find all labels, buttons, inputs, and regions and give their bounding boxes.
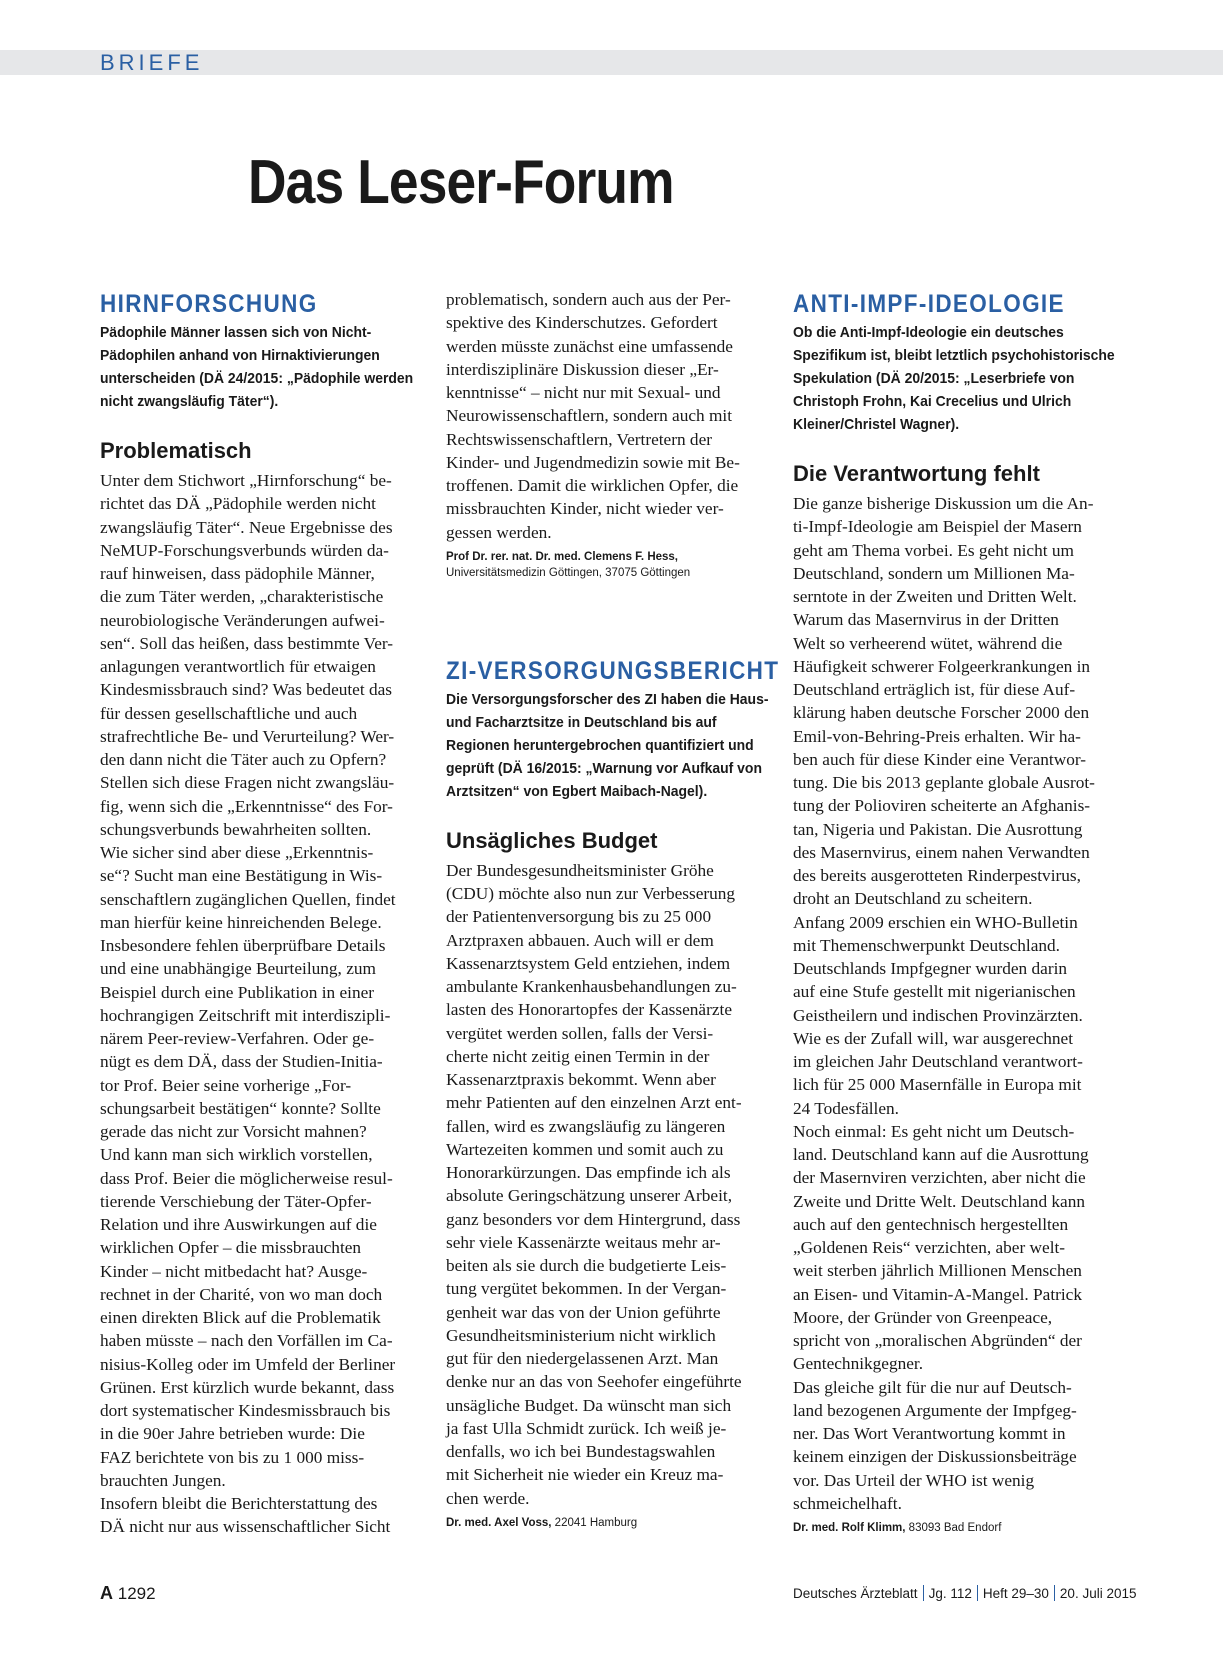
text-line: rauf hinweisen, dass pädophile Männer, — [100, 564, 375, 583]
text-line: unsägliche Budget. Da wünscht man sich — [446, 1395, 732, 1415]
text-line: fig, wenn sich die „Erkenntnisse“ des For- — [100, 796, 393, 816]
journal-name: Deutsches Ärzteblatt — [793, 1586, 918, 1601]
text-line: beiten als sie durch die budgetierte Leis- — [446, 1256, 727, 1275]
text-line: interdisziplinäre Diskussion dieser „Er- — [446, 359, 719, 379]
text-line: ner. Das Wort Verantwortung kommt in — [793, 1424, 1066, 1443]
page-number-value: 1292 — [117, 1584, 156, 1603]
text-line: dort systematischer Kindesmissbrauch bis — [100, 1401, 391, 1420]
text-line: Insbesondere fehlen überprüfbare Details — [100, 936, 386, 955]
text-line: dass Prof. Beier die möglicherweise resul- — [100, 1168, 393, 1188]
text-line: mit Themenschwerpunkt Deutschland. — [793, 935, 1060, 955]
letter-body-continued — [446, 288, 776, 544]
text-line: Wie sicher sind aber diese „Erkenntnis- — [100, 843, 374, 862]
text-line: land bezogenen Argumente der Impfgeg- — [793, 1400, 1077, 1420]
text-line: strafrechtliche Be- und Verurteilung? Wer- — [100, 726, 395, 746]
text-line: Moore, der Gründer von Greenpeace, — [793, 1307, 1053, 1327]
text-line: närem Peer-review-Verfahren. Oder ge- — [100, 1029, 375, 1048]
text-line: Deutschlands Impfgegner wurden darin — [793, 959, 1068, 978]
text-line: geht am Thema vorbei. Es geht nicht um — [793, 540, 1074, 560]
text-line: denke nur an das von Seehofer eingeführte — [446, 1372, 742, 1392]
letter-headline: Die Verantwortung fehlt — [793, 461, 1040, 486]
letter-body — [446, 859, 776, 1510]
journal-issue: Heft 29–30 — [982, 1586, 1049, 1601]
text-line: mit Sicherheit nie wieder ein Kreuz ma- — [446, 1465, 724, 1485]
text-line: gut für den niedergelassenen Arzt. Man — [446, 1349, 719, 1368]
text-line: problematisch, sondern auch aus der Per- — [446, 290, 731, 309]
text-line: brauchten Jungen. — [100, 1470, 226, 1490]
reference-note: Pädophile Männer lassen sich von Nicht-Pädophilen anhand von Hirnaktivierungen unterscheiden (DÄ 24/2015: „Pädophile werden nicht zwangsläufig Täter“). — [100, 324, 414, 410]
text-line: Der Bundesgesundheitsminister Gröhe — [446, 860, 714, 880]
text-line: und eine unabhängige Beurteilung, zum — [100, 959, 376, 979]
journal-volume: Jg. 112 — [928, 1586, 972, 1601]
text-line: keinem einzigen der Diskussionsbeiträge — [793, 1447, 1077, 1467]
text-line: „Goldenen Reis“ verzichten, aber welt- — [793, 1238, 1066, 1257]
text-line: Kinder – nicht mitbedacht hat? Ausge- — [100, 1261, 368, 1281]
text-line: wirklichen Opfer – die missbrauchten — [100, 1238, 362, 1258]
text-line: FAZ berichtete von bis zu 1 000 miss- — [100, 1447, 365, 1467]
text-line: Grünen. Erst kürzlich wurde bekannt, dass — [100, 1377, 395, 1397]
text-line: vergütet werden sollen, falls der Versi- — [446, 1023, 714, 1043]
section-label: BRIEFE — [100, 50, 204, 75]
journal-date: 20. Juli 2015 — [1059, 1586, 1137, 1601]
text-line: tor Prof. Beier seine vorherige „For- — [100, 1075, 352, 1095]
rubric-hirnforschung: HIRNFORSCHUNG — [100, 290, 318, 318]
text-line: des bereits ausgerotteten Rinderpestvirus, — [793, 866, 1081, 885]
text-line: Kindesmissbrauch sind? Was bedeutet das — [100, 680, 393, 700]
text-line: ben auch für diese Kinder eine Verantwor- — [793, 749, 1086, 769]
text-line: anlagungen verantwortlich für etwaigen — [100, 657, 376, 676]
letter-body — [100, 469, 430, 1539]
text-line: land. Deutschland kann auf die Ausrottung — [793, 1145, 1089, 1164]
text-line: Warum das Masernvirus in der Dritten — [793, 610, 1059, 630]
text-line: tung. Die bis 2013 geplante globale Ausrot- — [793, 773, 1095, 792]
text-line: spricht von „moralischen Abgründen“ der — [793, 1331, 1082, 1350]
text-line: Die ganze bisherige Diskussion um die An- — [793, 494, 1094, 513]
text-line: für dessen gesellschaftliche und auch — [100, 703, 358, 723]
text-line: ganz besonders vor dem Hintergrund, dass — [446, 1209, 741, 1229]
text-line: Deutschland erträglich ist, für diese Auf- — [793, 680, 1076, 699]
text-line: Das gleiche gilt für die nur auf Deutsch- — [793, 1377, 1072, 1397]
text-line: Beispiel durch eine Publikation in einer — [100, 982, 375, 1002]
letter-signature — [446, 549, 776, 581]
text-line: tan, Nigeria und Pakistan. Die Ausrottung — [793, 819, 1083, 839]
text-line: der Masernviren verzichten, aber nicht die — [793, 1168, 1086, 1188]
text-line: an Eisen- und Vitamin-A-Mangel. Patrick — [793, 1284, 1082, 1304]
letter-headline: Unsägliches Budget — [446, 827, 658, 853]
text-line: schungsarbeit bestätigen“ konnte? Sollte — [100, 1098, 381, 1118]
text-line: Emil-von-Behring-Preis erhalten. Wir ha- — [793, 726, 1081, 746]
text-line: rechnet in der Charité, von wo man doch — [100, 1284, 383, 1304]
column-3 — [793, 288, 1123, 1536]
text-line: neurobiologische Veränderungen aufwei- — [100, 610, 385, 630]
text-line: missbrauchten Kinder, nicht wieder ver- — [446, 499, 724, 519]
column-1 — [100, 288, 430, 1539]
text-line: auch auf den gentechnisch hergestellten — [793, 1214, 1069, 1234]
text-line: absolute Geringschätzung unserer Arbeit, — [446, 1186, 733, 1206]
text-line: sehr viele Kassenärzte weitaus mehr ar- — [446, 1232, 721, 1252]
text-line: richtet das DÄ „Pädophile werden nicht — [100, 494, 376, 514]
text-line: Rechtswissenschaftlern, Vertretern der — [446, 429, 713, 449]
text-line: gessen werden. — [446, 522, 552, 542]
text-line: tung vergütet bekommen. In der Vergan- — [446, 1279, 727, 1299]
page-prefix: A — [100, 1583, 113, 1603]
reference-note: Ob die Anti-Impf-Ideologie ein deutsches Spezifikum ist, bleibt letztlich psychohistorische Spekulation (DÄ 20/2015: „Leserbriefe von Christoph Frohn, Kai Crecelius und Ulrich Kleiner/Christel Wagner). — [793, 324, 1115, 433]
text-line: lasten des Honorartopfes der Kassenärzte — [446, 1000, 732, 1020]
footer-separator — [977, 1585, 978, 1601]
text-line: lich für 25 000 Masernfälle in Europa mit — [793, 1075, 1082, 1095]
text-line: Und kann man sich wirklich vorstellen, — [100, 1145, 373, 1165]
text-line: chen werde. — [446, 1488, 530, 1508]
text-line: weit sterben jährlich Millionen Menschen — [793, 1261, 1082, 1281]
text-line: schungsverbunds bewahrheiten sollten. — [100, 819, 372, 839]
signature-name: Dr. med. Rolf Klimm, — [793, 1522, 906, 1534]
signature-name: Prof Dr. rer. nat. Dr. med. Clemens F. Hess, — [446, 550, 679, 563]
text-line: Kassenarztsystem Geld entziehen, indem — [446, 953, 731, 973]
text-line: se“? Sucht man eine Bestätigung in Wis- — [100, 866, 383, 886]
text-line: man hierfür keine hinreichenden Belege. — [100, 912, 382, 932]
text-line: auf eine Stufe gestellt mit nigerianischen — [793, 982, 1076, 1002]
signature-place: 22041 Hamburg — [554, 1516, 638, 1529]
rubric-zi-versorgungsbericht: ZI-VERSORGUNGSBERICHT — [446, 656, 780, 685]
text-line: Wie es der Zufall will, war ausgerechnet — [793, 1028, 1074, 1048]
text-line: in die 90er Jahre betrieben wurde: Die — [100, 1424, 365, 1444]
text-line: Kinder- und Jugendmedizin sowie mit Be- — [446, 452, 740, 472]
text-line: DÄ nicht nur aus wissenschaftlicher Sicht — [100, 1517, 391, 1537]
text-line: gerade das nicht zur Vorsicht mahnen? — [100, 1122, 367, 1141]
text-line: 24 Todesfällen. — [793, 1098, 899, 1118]
page-number — [100, 1582, 156, 1605]
letter-headline: Problematisch — [100, 438, 252, 463]
text-line: Gentechnikgegner. — [793, 1354, 924, 1374]
text-line: tierende Verschiebung der Täter-Opfer- — [100, 1191, 372, 1211]
text-line: sen“. Soll das heißen, dass bestimmte Ver- — [100, 633, 394, 653]
page-title: Das Leser-Forum — [248, 148, 674, 217]
text-line: ambulante Krankenhausbehandlungen zu- — [446, 977, 737, 996]
text-line: Kassenarztpraxis bekommt. Wenn aber — [446, 1070, 716, 1089]
text-line: troffenen. Damit die wirklichen Opfer, die — [446, 476, 739, 495]
signature-place: Universitätsmedizin Göttingen, 37075 Göttingen — [446, 566, 691, 579]
text-line: Gesundheitsministerium nicht wirklich — [446, 1325, 716, 1345]
text-line: hochrangigen Zeitschrift mit interdiszipli- — [100, 1005, 391, 1025]
signature-name: Dr. med. Axel Voss, — [446, 1516, 552, 1529]
text-line: cherte nicht zeitig einen Termin in der — [446, 1046, 710, 1066]
text-line: NeMUP-Forschungsverbunds würden da- — [100, 540, 389, 560]
text-line: des Masernvirus, einem nahen Verwandten — [793, 842, 1090, 862]
letter-body — [793, 492, 1123, 1515]
text-line: Relation und ihre Auswirkungen auf die — [100, 1215, 377, 1234]
text-line: ti-Impf-Ideologie am Beispiel der Masern — [793, 517, 1082, 537]
footer-separator — [923, 1585, 924, 1601]
text-line: den dann nicht die Täter auch zu Opfern? — [100, 750, 387, 769]
text-line: Honorarkürzungen. Das empfinde ich als — [446, 1163, 731, 1182]
text-line: Anfang 2009 erschien ein WHO-Bulletin — [793, 912, 1078, 932]
text-line: nisius-Kolleg oder im Umfeld der Berliner — [100, 1354, 396, 1374]
text-line: Deutschland, sondern um Millionen Ma- — [793, 563, 1075, 583]
reference-note: Die Versorgungsforscher des ZI haben die Haus- und Facharztsitze in Deutschland bis auf Regionen heruntergebrochen quantifiziert und geprüft (DÄ 16/2015: „Warnung vor Aufkauf von Arztsitzen“ von Egbert Maibach-Nagel). — [446, 690, 769, 800]
text-line: nügt es dem DÄ, dass der Studien-Initia- — [100, 1052, 383, 1072]
text-line: Zweite und Dritte Welt. Deutschland kann — [793, 1191, 1085, 1211]
text-line: Welt so verheerend wütet, während die — [793, 633, 1063, 653]
text-line: Geistheilern und indischen Provinzärzten. — [793, 1005, 1083, 1025]
text-line: senschaftlern zugänglichen Quellen, findet — [100, 889, 396, 909]
text-line: fallen, wird es zwangsläufig zu längeren — [446, 1116, 726, 1136]
text-line: werden müsste zunächst eine umfassende — [446, 336, 733, 356]
text-line: Arztpraxen abbauen. Auch will er dem — [446, 930, 714, 950]
text-line: Häufigkeit schwerer Folgeerkrankungen in — [793, 656, 1091, 676]
text-line: serntote in der Zweiten und Dritten Welt. — [793, 587, 1077, 606]
text-line: Insofern bleibt die Berichterstattung des — [100, 1494, 378, 1513]
text-line: vor. Das Urteil der WHO ist wenig — [793, 1470, 1035, 1490]
text-line: haben müsste – nach den Vorfällen im Ca- — [100, 1331, 393, 1351]
text-line: genheit war das von der Union geführte — [446, 1302, 721, 1322]
text-line: spektive des Kinderschutzes. Gefordert — [446, 313, 718, 333]
text-line: tung der Polioviren scheiterte an Afghanis- — [793, 796, 1091, 816]
text-line: Neurowissenschaftlern, sondern auch mit — [446, 406, 733, 426]
text-line: die zum Täter werden, „charakteristische — [100, 587, 384, 607]
letter-signature — [446, 1515, 776, 1531]
text-line: droht an Deutschland zu scheitern. — [793, 889, 1033, 909]
journal-footer — [793, 1585, 1136, 1603]
letter-signature — [793, 1520, 1123, 1536]
text-line: kenntnisse“ – nicht nur mit Sexual- und — [446, 383, 721, 402]
text-line: einen direkten Blick auf die Problematik — [100, 1308, 381, 1327]
text-line: (CDU) möchte also nun zur Verbesserung — [446, 884, 736, 903]
text-line: klärung haben deutsche Forscher 2000 den — [793, 703, 1090, 723]
text-line: Noch einmal: Es geht nicht um Deutsch- — [793, 1121, 1075, 1141]
text-line: ja fast Ulla Schmidt zurück. Ich weiß je- — [446, 1418, 727, 1438]
text-line: Wartezeiten kommen und somit auch zu — [446, 1139, 724, 1159]
rubric-anti-impf-ideologie: ANTI-IMPF-IDEOLOGIE — [793, 290, 1065, 318]
text-line: Unter dem Stichwort „Hirnforschung“ be- — [100, 471, 392, 490]
text-line: zwangsläufig Täter“. Neue Ergebnisse des — [100, 517, 393, 537]
text-line: Stellen sich diese Fragen nicht zwangsläu- — [100, 773, 395, 793]
signature-place: 83093 Bad Endorf — [908, 1522, 1002, 1534]
column-2 — [446, 288, 780, 1531]
footer-separator — [1054, 1585, 1055, 1601]
text-line: im gleichen Jahr Deutschland verantwort- — [793, 1052, 1083, 1071]
text-line: schmeichelhaft. — [793, 1493, 902, 1513]
text-line: der Patientenversorgung bis zu 25 000 — [446, 907, 712, 927]
text-line: denfalls, wo ich bei Bundestagswahlen — [446, 1442, 716, 1461]
text-line: mehr Patienten auf den einzelnen Arzt ent- — [446, 1093, 742, 1113]
